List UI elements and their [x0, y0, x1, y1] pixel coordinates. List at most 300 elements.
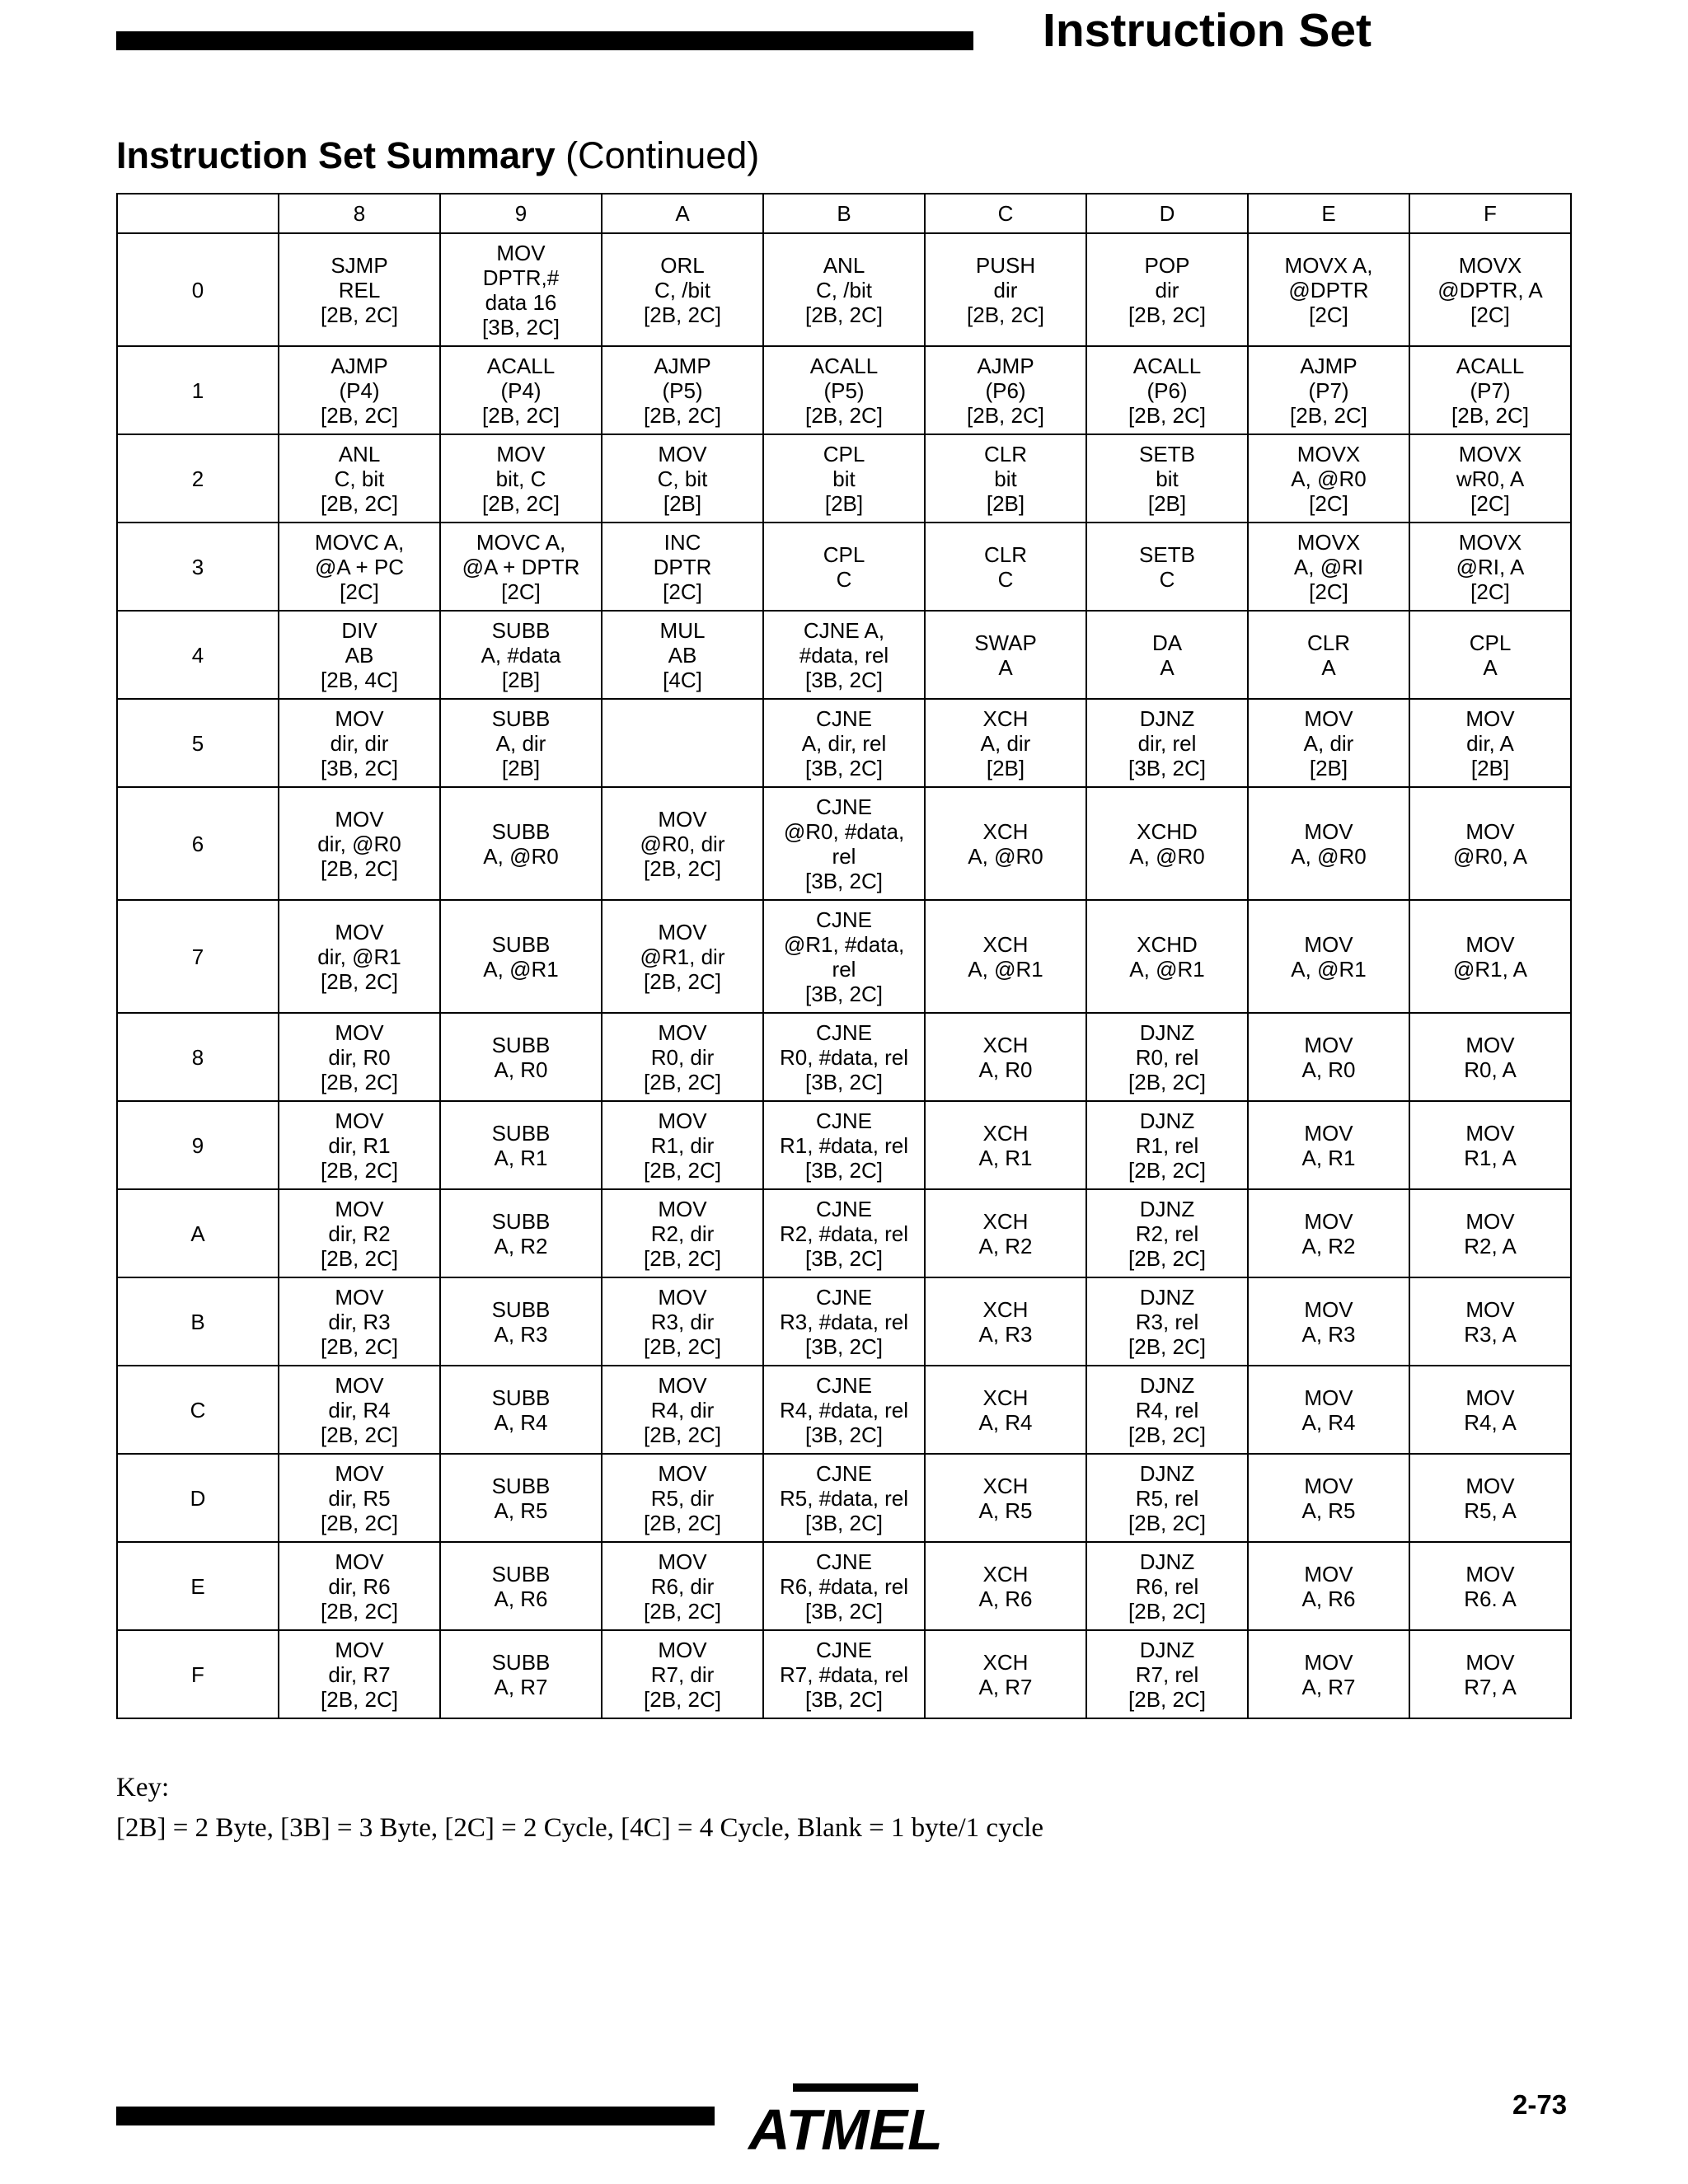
instruction-line: CPL	[823, 441, 865, 466]
instruction-line: MOV	[1304, 818, 1353, 844]
instruction-line: MOV	[1304, 1649, 1353, 1675]
header-row	[117, 194, 1571, 233]
instruction-line: MOV	[335, 1019, 384, 1045]
instruction-cell	[602, 1454, 763, 1542]
instruction-line: [2B]	[824, 490, 864, 516]
instruction-cell	[763, 1013, 925, 1101]
instruction-line: [2B, 2C]	[967, 402, 1044, 428]
instruction-line: [2B, 2C]	[1128, 1598, 1206, 1624]
table-row	[117, 233, 1571, 346]
instruction-cell	[1409, 611, 1571, 699]
instruction-cell	[1248, 1454, 1409, 1542]
instruction-cell	[1409, 1277, 1571, 1366]
instruction-cell	[925, 1366, 1086, 1454]
instruction-line: [2B, 2C]	[1128, 1157, 1206, 1183]
table-row	[117, 787, 1571, 900]
instruction-line: [2B, 2C]	[644, 1069, 721, 1094]
instruction-line: ACALL	[1132, 353, 1202, 378]
instruction-line: R1, #data, rel	[779, 1132, 909, 1158]
instruction-line: A, R7	[1301, 1674, 1356, 1699]
instruction-line: C	[997, 566, 1014, 592]
instruction-line: R6, dir	[650, 1573, 715, 1599]
row-label: E	[117, 1542, 279, 1630]
instruction-line: MOVX	[1458, 529, 1522, 555]
instruction-cell	[440, 233, 602, 346]
instruction-line: A, R6	[494, 1586, 548, 1611]
instruction-line: C	[836, 566, 852, 592]
instruction-line: AB	[668, 642, 697, 668]
instruction-line: MOV	[1465, 1473, 1515, 1498]
instruction-cell	[763, 1101, 925, 1189]
instruction-cell	[1248, 1366, 1409, 1454]
instruction-line: A	[1160, 654, 1175, 680]
instruction-line: XCH	[982, 1473, 1029, 1498]
column-header: F	[1409, 194, 1571, 233]
instruction-line: INC	[663, 529, 701, 555]
instruction-cell	[1248, 346, 1409, 434]
instruction-line: A, R1	[1301, 1145, 1356, 1170]
instruction-line: MOV	[1304, 1561, 1353, 1586]
row-label: F	[117, 1630, 279, 1718]
instruction-line: MOV	[1304, 1473, 1353, 1498]
instruction-cell	[602, 233, 763, 346]
instruction-cell	[925, 1454, 1086, 1542]
instruction-line: XCH	[982, 1649, 1029, 1675]
instruction-cell	[1248, 611, 1409, 699]
instruction-line: R7, rel	[1135, 1661, 1199, 1687]
instruction-line: MOV	[1465, 1032, 1515, 1057]
instruction-cell	[925, 1101, 1086, 1189]
instruction-cell	[1409, 346, 1571, 434]
instruction-line: dir, @R0	[317, 831, 401, 856]
instruction-cell	[279, 1630, 440, 1718]
instruction-line: bit	[832, 466, 856, 491]
instruction-cell	[763, 1454, 925, 1542]
instruction-line: A, R6	[978, 1586, 1033, 1611]
row-label: 9	[117, 1101, 279, 1189]
instruction-line: [2C]	[1470, 490, 1510, 516]
instruction-line: MOV	[335, 1460, 384, 1486]
logo-text: ATMEL	[748, 2097, 943, 2162]
instruction-cell	[763, 699, 925, 787]
instruction-line: ANL	[823, 252, 865, 278]
instruction-line: DPTR	[653, 554, 712, 579]
instruction-line: [2B, 2C]	[644, 1245, 721, 1271]
instruction-cell	[925, 1542, 1086, 1630]
atmel-logo	[748, 2079, 943, 2162]
instruction-line: A, R0	[494, 1057, 548, 1082]
instruction-cell	[763, 900, 925, 1013]
instruction-cell	[763, 1630, 925, 1718]
instruction-line: R6, rel	[1135, 1573, 1199, 1599]
instruction-cell	[440, 1366, 602, 1454]
instruction-cell	[1086, 1454, 1248, 1542]
instruction-cell	[279, 1101, 440, 1189]
instruction-line: MOV	[1465, 1649, 1515, 1675]
instruction-line: dir, R2	[328, 1221, 391, 1246]
instruction-line: MOVC A,	[476, 529, 566, 555]
corner-cell	[117, 194, 279, 233]
instruction-line: A, R2	[1301, 1233, 1356, 1258]
instruction-line: MOV	[1304, 1032, 1353, 1057]
instruction-line: MOV	[335, 806, 384, 832]
instruction-line: CJNE	[816, 1019, 872, 1045]
instruction-line: R1, rel	[1135, 1132, 1199, 1158]
instruction-line: CLR	[983, 441, 1027, 466]
instruction-cell	[1086, 434, 1248, 523]
instruction-line: A, dir	[1303, 730, 1354, 756]
instruction-cell	[279, 1542, 440, 1630]
instruction-line: A, R3	[978, 1321, 1033, 1347]
instruction-cell	[1086, 1101, 1248, 1189]
instruction-line: dir, @R1	[317, 944, 401, 969]
instruction-line: [2B, 2C]	[644, 1333, 721, 1359]
instruction-line: MOV	[658, 1284, 707, 1310]
instruction-cell	[763, 611, 925, 699]
instruction-line: dir, A	[1466, 730, 1514, 756]
instruction-line: MOV	[658, 1637, 707, 1662]
instruction-line: #data, rel	[799, 642, 889, 668]
instruction-cell	[925, 699, 1086, 787]
row-label: 3	[117, 523, 279, 611]
instruction-line: dir, rel	[1137, 730, 1197, 756]
instruction-cell	[1248, 1542, 1409, 1630]
section-title	[116, 132, 759, 180]
instruction-line: R2, A	[1464, 1233, 1517, 1258]
instruction-line: [3B, 2C]	[321, 755, 398, 780]
instruction-line: [2B, 2C]	[321, 1157, 398, 1183]
table-row	[117, 346, 1571, 434]
instruction-line: A, @R1	[483, 956, 559, 982]
instruction-line: [2C]	[663, 579, 702, 604]
instruction-line: [3B, 2C]	[805, 1157, 883, 1183]
instruction-line: POP	[1144, 252, 1190, 278]
instruction-cell	[602, 611, 763, 699]
instruction-cell	[1409, 1366, 1571, 1454]
instruction-line: A, R7	[494, 1674, 548, 1699]
instruction-line: [2B, 2C]	[321, 1333, 398, 1359]
table-row	[117, 1013, 1571, 1101]
instruction-line: XCH	[982, 1032, 1029, 1057]
instruction-line: XCH	[982, 1385, 1029, 1410]
instruction-line: ACALL	[486, 353, 556, 378]
instruction-cell	[602, 523, 763, 611]
instruction-line: R0, rel	[1135, 1044, 1199, 1070]
instruction-line: A	[1321, 654, 1336, 680]
instruction-cell	[440, 1101, 602, 1189]
instruction-line: [2B, 2C]	[1128, 1069, 1206, 1094]
instruction-cell	[602, 1542, 763, 1630]
instruction-line: XCH	[982, 705, 1029, 731]
instruction-line: @R1, A	[1453, 956, 1527, 982]
instruction-line: (P7)	[1308, 377, 1349, 403]
instruction-line: [2B, 2C]	[321, 1598, 398, 1624]
instruction-line: [2B, 2C]	[644, 968, 721, 994]
row-label: C	[117, 1366, 279, 1454]
instruction-line: @RI, A	[1456, 554, 1525, 579]
instruction-line: MOV	[658, 1460, 707, 1486]
instruction-line: AB	[345, 642, 374, 668]
table-row	[117, 1630, 1571, 1718]
instruction-cell	[1409, 1101, 1571, 1189]
instruction-line: R1, dir	[650, 1132, 715, 1158]
row-label: A	[117, 1189, 279, 1277]
instruction-line: R6, #data, rel	[779, 1573, 909, 1599]
instruction-line: [3B, 2C]	[805, 868, 883, 893]
table-row	[117, 900, 1571, 1013]
instruction-line: [2B, 2C]	[1128, 302, 1206, 327]
instruction-line: bit	[994, 466, 1017, 491]
section-title-main: Instruction Set Summary	[116, 134, 556, 176]
instruction-cell	[1409, 233, 1571, 346]
table-row	[117, 1101, 1571, 1189]
instruction-line: [2B, 2C]	[321, 302, 398, 327]
row-label: 2	[117, 434, 279, 523]
instruction-line: SUBB	[491, 1296, 551, 1322]
instruction-cell	[602, 1013, 763, 1101]
instruction-line: PUSH	[975, 252, 1036, 278]
row-label: 4	[117, 611, 279, 699]
instruction-cell	[440, 699, 602, 787]
table-row	[117, 611, 1571, 699]
instruction-line: [2B, 4C]	[321, 667, 398, 692]
table-row	[117, 434, 1571, 523]
instruction-cell	[925, 1013, 1086, 1101]
instruction-cell	[602, 1277, 763, 1366]
instruction-line: MOV	[658, 1108, 707, 1133]
instruction-line: A, R5	[1301, 1497, 1356, 1523]
instruction-line: A, R4	[1301, 1409, 1356, 1435]
instruction-cell	[440, 1542, 602, 1630]
column-header: 9	[440, 194, 602, 233]
instruction-line: C, bit	[334, 466, 385, 491]
instruction-line: A, R1	[978, 1145, 1033, 1170]
instruction-line: DJNZ	[1139, 1108, 1195, 1133]
instruction-line: A, dir	[980, 730, 1031, 756]
table-row	[117, 523, 1571, 611]
instruction-line: SUBB	[491, 1385, 551, 1410]
instruction-cell	[440, 611, 602, 699]
instruction-line: MOV	[1465, 1208, 1515, 1234]
instruction-line: DJNZ	[1139, 1637, 1195, 1662]
instruction-line: R4, #data, rel	[779, 1397, 909, 1422]
instruction-line: MOV	[1304, 705, 1353, 731]
column-header: C	[925, 194, 1086, 233]
instruction-line: @A + PC	[314, 554, 405, 579]
instruction-line: AJMP	[1300, 353, 1357, 378]
instruction-cell	[279, 699, 440, 787]
instruction-line: SETB	[1139, 541, 1195, 567]
instruction-line: [2B]	[1470, 755, 1510, 780]
instruction-line: [2B, 2C]	[1128, 1422, 1206, 1447]
instruction-line: CJNE	[816, 1196, 872, 1221]
instruction-line: DJNZ	[1139, 1460, 1195, 1486]
instruction-line: MOV	[1465, 1561, 1515, 1586]
instruction-line: A	[998, 654, 1013, 680]
instruction-line: A, R0	[978, 1057, 1033, 1082]
instruction-cell	[1248, 900, 1409, 1013]
instruction-cell	[1248, 233, 1409, 346]
instruction-cell	[602, 787, 763, 900]
instruction-cell	[925, 434, 1086, 523]
instruction-line: ACALL	[1456, 353, 1525, 378]
instruction-line: XCHD	[1137, 931, 1198, 957]
instruction-line: [2C]	[340, 579, 379, 604]
instruction-line: SUBB	[491, 705, 551, 731]
instruction-line: [2B]	[663, 490, 702, 516]
instruction-line: C, /bit	[654, 277, 710, 302]
instruction-cell	[1248, 1013, 1409, 1101]
instruction-line: [3B, 2C]	[805, 1510, 883, 1535]
instruction-line: CJNE	[816, 1460, 872, 1486]
instruction-cell	[602, 1101, 763, 1189]
column-header: A	[602, 194, 763, 233]
instruction-line: A, R2	[978, 1233, 1033, 1258]
instruction-line: MOV	[335, 919, 384, 944]
instruction-line: MOV	[1304, 1296, 1353, 1322]
instruction-line: SUBB	[491, 1208, 551, 1234]
instruction-cell	[440, 1013, 602, 1101]
instruction-line: [2B, 2C]	[1128, 402, 1206, 428]
instruction-line: [3B, 2C]	[805, 755, 883, 780]
instruction-cell	[1409, 1630, 1571, 1718]
row-label: 6	[117, 787, 279, 900]
page-number: 2-73	[1512, 2089, 1568, 2120]
instruction-line: [2C]	[1470, 302, 1510, 327]
instruction-line: @R1, dir	[640, 944, 725, 969]
instruction-cell	[1409, 523, 1571, 611]
instruction-line: SUBB	[491, 617, 551, 643]
instruction-line: [2B, 2C]	[482, 490, 560, 516]
instruction-line: MOV	[1465, 1296, 1515, 1322]
instruction-line: [3B, 2C]	[1128, 755, 1206, 780]
table-row	[117, 1277, 1571, 1366]
instruction-line: SUBB	[491, 1032, 551, 1057]
instruction-line: MOV	[658, 441, 707, 466]
instruction-line: R3, dir	[650, 1309, 715, 1334]
instruction-line: CJNE	[816, 1372, 872, 1398]
instruction-line: dir, R7	[328, 1661, 391, 1687]
instruction-line: R7, A	[1464, 1674, 1517, 1699]
instruction-line: [2C]	[1309, 490, 1348, 516]
instruction-cell	[763, 434, 925, 523]
instruction-line: A, R2	[494, 1233, 548, 1258]
instruction-cell	[1086, 1366, 1248, 1454]
instruction-line: MOV	[658, 1372, 707, 1398]
instruction-line: C, bit	[657, 466, 708, 491]
instruction-line: R7, #data, rel	[779, 1661, 909, 1687]
instruction-line: AJMP	[977, 353, 1034, 378]
instruction-cell	[1409, 787, 1571, 900]
instruction-cell	[602, 699, 763, 787]
instruction-line: [3B, 2C]	[805, 1069, 883, 1094]
instruction-line: CJNE	[816, 1549, 872, 1574]
instruction-line: A, @R1	[968, 956, 1043, 982]
instruction-line: [2B, 2C]	[1451, 402, 1529, 428]
instruction-line: R0, dir	[650, 1044, 715, 1070]
instruction-line: [2B, 2C]	[644, 1510, 721, 1535]
instruction-line: [2B]	[501, 755, 541, 780]
instruction-line: [2B, 2C]	[1128, 1510, 1206, 1535]
instruction-line: [2B, 2C]	[644, 1157, 721, 1183]
instruction-line: R0, A	[1464, 1057, 1517, 1082]
instruction-line: R2, dir	[650, 1221, 715, 1246]
instruction-line: rel	[832, 843, 856, 869]
row-label: 0	[117, 233, 279, 346]
instruction-cell	[1086, 1013, 1248, 1101]
instruction-line: MOV	[658, 1019, 707, 1045]
instruction-line: MOV	[1465, 818, 1515, 844]
instruction-cell	[440, 1630, 602, 1718]
instruction-line: [2B]	[1309, 755, 1348, 780]
instruction-cell	[279, 900, 440, 1013]
instruction-line: [2B, 2C]	[482, 402, 560, 428]
instruction-line: MOV	[658, 1549, 707, 1574]
instruction-cell	[763, 233, 925, 346]
instruction-line: (P6)	[1146, 377, 1188, 403]
instruction-line: MOV	[658, 1196, 707, 1221]
instruction-cell	[763, 346, 925, 434]
instruction-line: MOV	[658, 919, 707, 944]
instruction-line: CLR	[983, 541, 1027, 567]
row-label: B	[117, 1277, 279, 1366]
instruction-line: MOVC A,	[314, 529, 405, 555]
key-title: Key:	[116, 1773, 170, 1802]
instruction-line: @R0, dir	[640, 831, 725, 856]
instruction-cell	[602, 434, 763, 523]
instruction-line: AJMP	[654, 353, 711, 378]
instruction-line: dir, R1	[328, 1132, 391, 1158]
instruction-cell	[279, 1013, 440, 1101]
instruction-line: CJNE	[816, 1637, 872, 1662]
instruction-line: [2B, 2C]	[321, 968, 398, 994]
instruction-cell	[763, 1366, 925, 1454]
instruction-cell	[279, 1277, 440, 1366]
instruction-cell	[1248, 434, 1409, 523]
instruction-line: [2B, 2C]	[1128, 1686, 1206, 1712]
instruction-line: XCH	[982, 1296, 1029, 1322]
instruction-line: R5, dir	[650, 1485, 715, 1511]
instruction-cell	[1086, 523, 1248, 611]
instruction-line: (P4)	[339, 377, 380, 403]
instruction-line: [3B, 2C]	[805, 667, 883, 692]
instruction-line: MOV	[335, 705, 384, 731]
instruction-line: R3, A	[1464, 1321, 1517, 1347]
instruction-line: R3, rel	[1135, 1309, 1199, 1334]
instruction-line: (P5)	[662, 377, 703, 403]
instruction-line: MOV	[496, 441, 546, 466]
instruction-line: [2B]	[1147, 490, 1187, 516]
instruction-cell	[440, 900, 602, 1013]
instruction-line: SUBB	[491, 931, 551, 957]
instruction-line: [2C]	[1309, 302, 1348, 327]
instruction-line: rel	[832, 956, 856, 982]
instruction-line: [2B, 2C]	[321, 1686, 398, 1712]
instruction-line: R5, rel	[1135, 1485, 1199, 1511]
instruction-cell	[1248, 1630, 1409, 1718]
instruction-cell	[440, 787, 602, 900]
instruction-line: A, @R0	[968, 843, 1043, 869]
instruction-line: [3B, 2C]	[805, 1422, 883, 1447]
instruction-set-table	[116, 193, 1572, 1719]
instruction-line: CJNE	[816, 794, 872, 819]
instruction-line: R6. A	[1464, 1586, 1517, 1611]
instruction-cell	[1086, 346, 1248, 434]
instruction-line: [2B, 2C]	[805, 402, 883, 428]
instruction-cell	[925, 787, 1086, 900]
instruction-line: MOV	[335, 1549, 384, 1574]
instruction-line: (P7)	[1470, 377, 1511, 403]
